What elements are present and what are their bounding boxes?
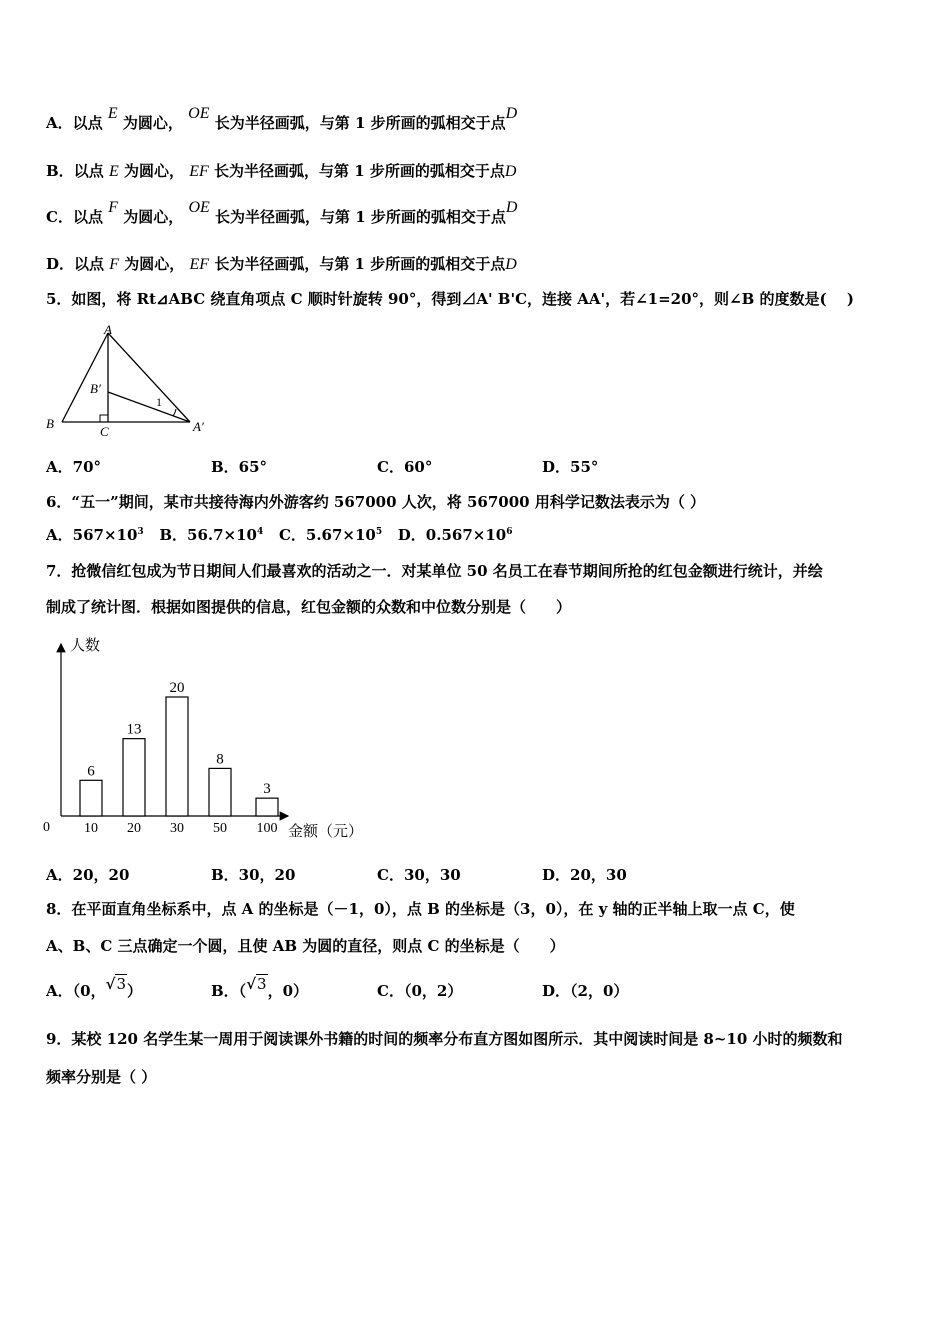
q7-option-d: D．20，30 bbox=[542, 866, 627, 884]
q5-option-b: B．65° bbox=[211, 458, 268, 476]
q6-option-d: D．$0.567\times 10^6$ bbox=[397, 526, 513, 544]
q5-stem: 5．如图，将 Rt⊿ABC 绕直角项点 C 顺时针旋转 90°，得到⊿A' B'C，连接 AA'，若∠1=20°，则∠B 的度数是( ) bbox=[46, 290, 854, 308]
q8-option-d: D．（2，0） bbox=[542, 982, 629, 1000]
bar-50 bbox=[209, 768, 231, 816]
q7-option-c: C．30，30 bbox=[377, 866, 461, 884]
category-label: 100 bbox=[256, 821, 278, 836]
q6-option-c: C．$5.67\times 10^5$ bbox=[278, 526, 383, 544]
bar-10 bbox=[80, 780, 102, 816]
q7-stem-line2: 制成了统计图．根据如图提供的信息，红包金额的众数和中位数分别是（ ） bbox=[46, 598, 572, 616]
bar-value-label: 20 bbox=[169, 680, 185, 696]
label-angle-1: 1 bbox=[156, 395, 162, 409]
x-axis-label: 金额（元） bbox=[288, 824, 364, 840]
q6-option-a: A．$567\times 10^3$ bbox=[46, 526, 144, 544]
q7-option-b: B．30，20 bbox=[211, 866, 296, 884]
q7-bar-chart bbox=[38, 632, 368, 844]
bar-20 bbox=[123, 739, 145, 816]
q8-option-c: C．（0，2） bbox=[377, 982, 463, 1000]
y-axis-label: 人数 bbox=[70, 638, 101, 654]
label-a-prime: A′ bbox=[193, 419, 204, 434]
q8-option-b: B．（√3，0） bbox=[211, 975, 309, 1000]
q7-option-a: A．20，20 bbox=[46, 866, 130, 884]
q7-stem-line1: 7．抢微信红包成为节日期间人们最喜欢的活动之一．对某单位 50 名员工在春节期间所抢的红包金额进行统计，并绘 bbox=[46, 562, 823, 580]
q5-option-d: D．55° bbox=[542, 458, 599, 476]
category-label: 50 bbox=[213, 821, 227, 836]
segment-b-prime-a-prime bbox=[108, 392, 190, 422]
q6-option-b: B．$56.7\times 10^4$ bbox=[159, 526, 264, 544]
q4-option-c: C．以点 F 为圆心， OE 长为半径画弧，与第 1 步所画的弧相交于点D bbox=[46, 199, 518, 226]
q9-stem-line1: 9．某校 120 名学生某一周用于阅读课外书籍的时间的频率分布直方图如图所示．其中阅读时间是 8~10 小时的频数和 bbox=[46, 1030, 843, 1048]
q5-option-a: A．70° bbox=[46, 458, 102, 476]
q6-options bbox=[46, 524, 512, 545]
label-b-prime: B′ bbox=[90, 381, 101, 396]
q8-stem-line2: A、B、C 三点确定一个圆，且使 AB 为圆的直径，则点 C 的坐标是（ ） bbox=[46, 937, 565, 955]
q5-option-c: C．60° bbox=[377, 458, 433, 476]
category-label: 20 bbox=[127, 821, 141, 836]
bar-30 bbox=[166, 697, 188, 816]
bar-value-label: 13 bbox=[126, 721, 142, 738]
segment-aa-prime bbox=[108, 333, 190, 422]
q5-triangle-figure bbox=[40, 318, 230, 442]
segment-ab bbox=[62, 333, 108, 422]
category-label: 30 bbox=[170, 821, 184, 836]
label-b: B bbox=[46, 416, 54, 431]
bar-value-label: 3 bbox=[263, 781, 271, 798]
q9-stem-line2: 频率分别是（ ） bbox=[46, 1068, 157, 1086]
q4-option-b: B．以点 E 为圆心， EF 长为半径画弧，与第 1 步所画的弧相交于点D bbox=[46, 162, 517, 180]
right-angle-mark bbox=[100, 415, 108, 422]
q4-option-d: D．以点 F 为圆心， EF 长为半径画弧，与第 1 步所画的弧相交于点D bbox=[46, 255, 517, 273]
q8-option-a: A．（0，√3） bbox=[46, 975, 142, 1000]
category-label: 10 bbox=[84, 821, 98, 836]
label-a: A bbox=[104, 322, 112, 337]
origin-label: 0 bbox=[43, 820, 50, 835]
q6-stem: 6．“五一”期间，某市共接待海内外游客约 567000 人次，将 567000 用科学记数法表示为（ ） bbox=[46, 493, 706, 511]
label-c: C bbox=[100, 424, 109, 439]
bar-100 bbox=[256, 798, 278, 816]
q8-stem-line1: 8．在平面直角坐标系中，点 A 的坐标是（－1，0），点 B 的坐标是（3，0），在 y 轴的正半轴上取一点 C，使 bbox=[46, 900, 795, 918]
bar-value-label: 8 bbox=[216, 751, 224, 768]
angle-1-arc bbox=[173, 409, 176, 416]
bar-value-label: 6 bbox=[87, 763, 95, 780]
q4-option-a: A．以点 E 为圆心， OE 长为半径画弧，与第 1 步所画的弧相交于点D bbox=[46, 105, 518, 132]
